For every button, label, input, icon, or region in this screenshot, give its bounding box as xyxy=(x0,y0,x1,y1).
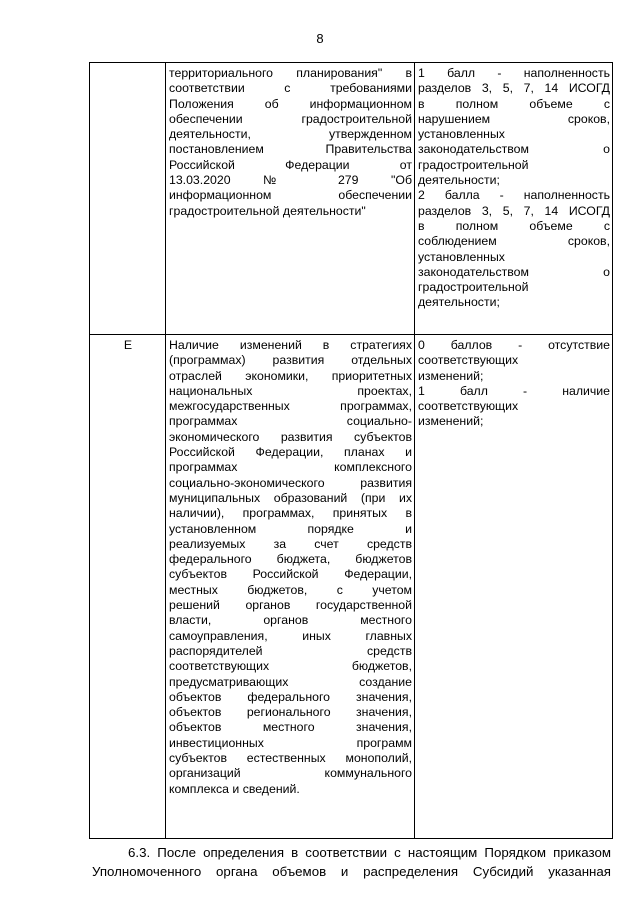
text-line: соблюдением сроков, xyxy=(418,234,610,249)
text-line: законодательством о xyxy=(418,264,610,279)
text-line: соответствии с требованиями xyxy=(169,81,412,96)
criterion-description-text xyxy=(169,66,412,219)
text-line: комплекса и сведений. xyxy=(169,781,300,796)
text-line: власти, органов местного xyxy=(169,613,412,628)
text-line: соответствующих бюджетов, xyxy=(169,659,412,674)
text-line: соответствующих xyxy=(418,353,519,368)
criterion-description xyxy=(166,63,415,335)
text-line: 1 балл - наличие xyxy=(418,383,610,398)
text-line: 1 балл - наполненность xyxy=(418,66,610,80)
criterion-code: Е xyxy=(90,335,166,839)
text-line: Уполномоченного органа объемов и распределения Субсидий указанная xyxy=(92,864,611,879)
text-line: 13.03.2020 № 279 "Об xyxy=(169,173,412,188)
text-line: Российской Федерации, планах и xyxy=(169,445,412,460)
text-line: изменений; xyxy=(418,368,484,383)
criterion-score xyxy=(415,63,613,335)
text-line: Наличие изменений в стратегиях xyxy=(169,338,412,352)
text-line: территориального планирования" в xyxy=(169,66,412,80)
text-line: Положения об информационном xyxy=(169,96,412,111)
text-line: Российской Федерации от xyxy=(169,157,412,172)
text-line: программах социально- xyxy=(169,414,412,429)
text-line: градостроительной деятельности" xyxy=(169,203,366,218)
text-line: установленных xyxy=(418,127,505,142)
text-line: градостроительной xyxy=(418,157,529,172)
text-line: обеспечении градостроительной xyxy=(169,111,412,126)
text-line: межгосударственных программах, xyxy=(169,399,412,414)
text-line: социально-экономического развития xyxy=(169,475,412,490)
criterion-description-text xyxy=(169,338,412,797)
text-line: деятельности; xyxy=(418,173,500,188)
text-line: объектов местного значения, xyxy=(169,720,412,735)
criterion-code xyxy=(90,63,166,335)
criterion-score xyxy=(415,335,613,839)
text-line: предусматривающих создание xyxy=(169,674,412,689)
text-line: наличии), программах, принятых в xyxy=(169,506,412,521)
criteria-table xyxy=(89,62,613,839)
text-line: решений органов государственной xyxy=(169,598,412,613)
text-line: информационном обеспечении xyxy=(169,188,412,203)
text-line: градостроительной xyxy=(418,280,529,295)
table-row xyxy=(90,335,613,839)
text-line: объектов федерального значения, xyxy=(169,689,412,704)
text-line: 0 баллов - отсутствие xyxy=(418,338,610,352)
text-line: 6.3. После определения в соответствии с настоящим Порядком приказом xyxy=(128,845,611,860)
text-line: инвестиционных программ xyxy=(169,735,412,750)
paragraph-6-3 xyxy=(92,843,611,881)
text-line: законодательством о xyxy=(418,142,610,157)
text-line: муниципальных образований (при их xyxy=(169,490,412,505)
page-number: 8 xyxy=(316,31,324,46)
text-line: изменений; xyxy=(418,414,484,429)
text-line: самоуправления, иных главных xyxy=(169,628,412,643)
text-line: субъектов естественных монополий, xyxy=(169,751,412,766)
text-line: в полном объеме с xyxy=(418,96,610,111)
criterion-score-text xyxy=(418,66,610,311)
text-line: нарушением сроков, xyxy=(418,111,610,126)
text-line: местных бюджетов, с учетом xyxy=(169,582,412,597)
text-line: разделов 3, 5, 7, 14 ИСОГД xyxy=(418,81,610,96)
text-line: реализуемых за счет средств xyxy=(169,536,412,551)
text-line: субъектов Российской Федерации, xyxy=(169,567,412,582)
criterion-score-text xyxy=(418,338,610,430)
text-line: постановлением Правительства xyxy=(169,142,412,157)
criterion-description xyxy=(166,335,415,839)
text-line: экономического развития субъектов xyxy=(169,429,412,444)
text-line: федерального бюджета, бюджетов xyxy=(169,552,412,567)
text-line: распорядителей средств xyxy=(169,643,412,658)
text-line: деятельности; xyxy=(418,295,500,310)
text-line: объектов регионального значения, xyxy=(169,705,412,720)
text-line: установленных xyxy=(418,249,505,264)
text-line: установленном порядке и xyxy=(169,521,412,536)
text-line: национальных проектах, xyxy=(169,383,412,398)
text-line: в полном объеме с xyxy=(418,218,610,233)
text-line: отраслей экономики, приоритетных xyxy=(169,368,412,383)
text-line: организаций коммунального xyxy=(169,766,412,781)
text-line: соответствующих xyxy=(418,399,519,414)
text-line: (программах) развития отдельных xyxy=(169,353,412,368)
text-line: разделов 3, 5, 7, 14 ИСОГД xyxy=(418,203,610,218)
text-line: программах комплексного xyxy=(169,460,412,475)
text-line: деятельности, утвержденном xyxy=(169,127,412,142)
text-line: 2 балла - наполненность xyxy=(418,188,610,203)
table-row xyxy=(90,63,613,335)
